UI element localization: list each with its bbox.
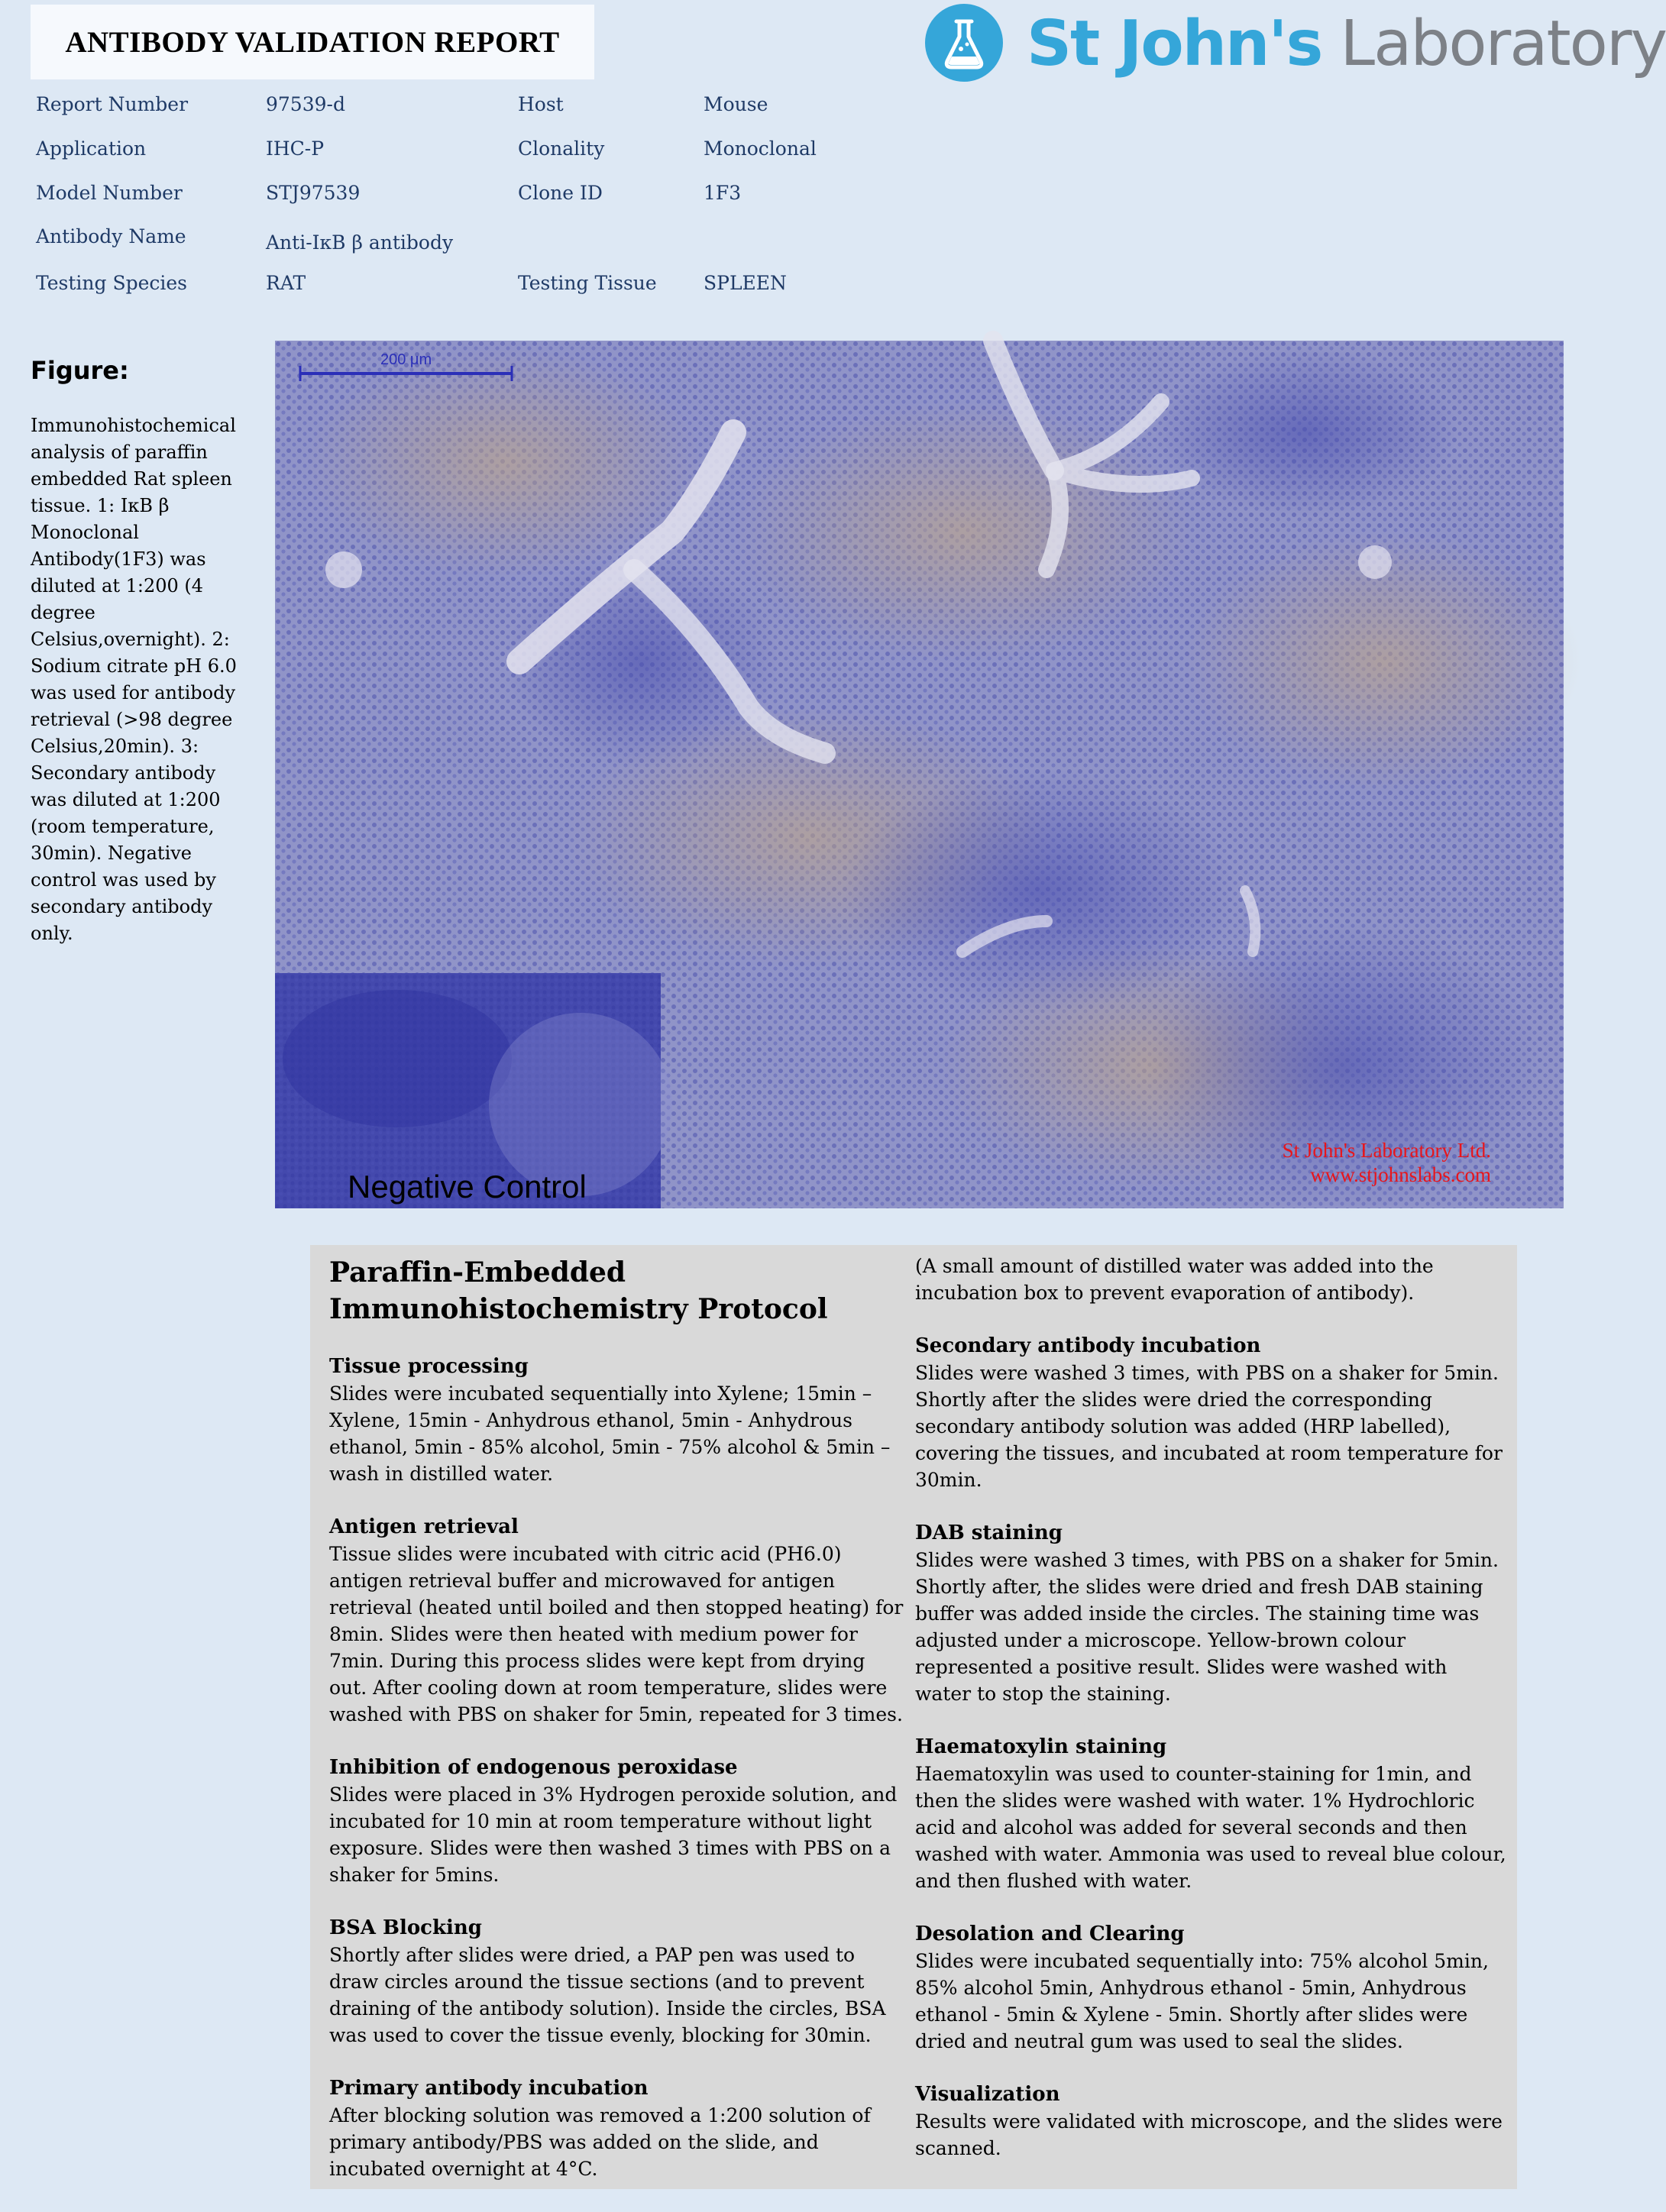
figure-caption: Immunohistochemical analysis of paraffin embedded Rat spleen tissue. 1: IκB β Monoclonal Antibody(1F3) was diluted at 1:200 (4 degree Celsius,overnight). 2: Sodium citrate pH 6.0 was used for antibody retrieval (>98 degree Celsius,20min). 3: Secondary antibody was diluted at 1:200 (room temperature, 30min). Negative control was used by secondary antibody only. <box>31 415 237 944</box>
protocol-right-column <box>915 1253 1507 2188</box>
section-body: Slides were placed in 3% Hydrogen peroxide solution, and incubated for 10 min at room temperature without light exposure. Slides were then washed 3 times with PBS on a shaker for 5mins. <box>329 1784 898 1886</box>
section-heading: Haematoxylin staining <box>915 1735 1167 1758</box>
protocol-section <box>915 1520 1507 1707</box>
application-value: IHC-P <box>266 137 325 160</box>
report-number-label: Report Number <box>36 93 189 115</box>
flask-icon <box>924 3 1008 87</box>
section-body: Slides were washed 3 times, with PBS on a shaker for 5min. Shortly after, the slides were dried and fresh DAB staining buffer was added inside the circles. The staining time was adjusted under a microscope. Yellow-brown colour represented a positive result. Slides were washed with water to stop the staining. <box>915 1549 1499 1705</box>
company-logo <box>924 3 1666 84</box>
protocol-section <box>329 1915 906 2049</box>
negative-control-label: Negative Control <box>348 1169 587 1205</box>
antibody-name-value: Anti-IκB β antibody <box>266 231 454 254</box>
section-body: Shortly after slides were dried, a PAP pen was used to draw circles around the tissue sections (and to prevent draining of the antibody solution). Inside the circles, BSA was used to cover the tissue evenly, blocking for 30min. <box>329 1944 886 2046</box>
protocol-section <box>329 2075 906 2182</box>
section-heading: Tissue processing <box>329 1355 529 1378</box>
protocol-section <box>329 1514 906 1728</box>
protocol-section <box>915 2081 1507 2162</box>
protocol-box <box>310 1245 1517 2189</box>
figure-title: Figure: <box>31 356 129 385</box>
protocol-section <box>329 1754 906 1888</box>
protocol-left-column <box>329 1254 906 2209</box>
section-body: Tissue slides were incubated with citric acid (PH6.0) antigen retrieval buffer and microwaved for antigen retrieval (heated until boiled and then stopped heating) for 8min. Slides were then heated with medium power for 7min. During this process slides were kept from drying out. After cooling down at room temperature, slides were washed with PBS on shaker for 5min, repeated for 3 times. <box>329 1543 904 1725</box>
clonality-value: Monoclonal <box>704 137 817 160</box>
section-heading: Desolation and Clearing <box>915 1923 1185 1945</box>
antibody-name-label: Antibody Name <box>36 225 186 247</box>
clone-id-value: 1F3 <box>704 182 742 204</box>
testing-tissue-label: Testing Tissue <box>518 272 657 294</box>
host-value: Mouse <box>704 93 768 115</box>
section-body: Haematoxylin was used to counter-staining for 1min, and then the slides were washed with water. 1% Hydrochloric acid and alcohol was added for several seconds and then washed with water. Ammonia was used to reveal blue colour, and then flushed with water. <box>915 1763 1506 1892</box>
watermark <box>1283 1138 1491 1187</box>
protocol-section <box>915 1921 1507 2055</box>
testing-species-label: Testing Species <box>36 272 187 294</box>
section-heading: Visualization <box>915 2083 1060 2106</box>
protocol-continuation: (A small amount of distilled water was added into the incubation box to prevent evaporation of antibody). <box>915 1255 1434 1304</box>
watermark-url: www.stjohnslabs.com <box>1310 1163 1491 1186</box>
section-body: Results were validated with microscope, and the slides were scanned. <box>915 2110 1503 2159</box>
section-heading: Secondary antibody incubation <box>915 1334 1261 1357</box>
model-number-label: Model Number <box>36 182 183 204</box>
protocol-section <box>915 1333 1507 1493</box>
microscopy-image <box>275 341 1564 1208</box>
scale-bar-label: 200 μm <box>380 351 432 368</box>
logo-wordmark: St John's Laboratory <box>1027 8 1666 80</box>
model-number-value: STJ97539 <box>266 182 361 204</box>
testing-tissue-value: SPLEEN <box>704 272 787 294</box>
host-label: Host <box>518 93 564 115</box>
report-title-box <box>31 5 594 79</box>
watermark-company: St John's Laboratory Ltd. <box>1282 1139 1491 1162</box>
clonality-label: Clonality <box>518 137 605 160</box>
testing-species-value: RAT <box>266 272 306 294</box>
report-number-value: 97539-d <box>266 93 345 115</box>
application-label: Application <box>36 137 147 160</box>
section-heading: Primary antibody incubation <box>329 2077 649 2100</box>
report-title: ANTIBODY VALIDATION REPORT <box>65 25 560 59</box>
protocol-section <box>329 1353 906 1487</box>
section-body: After blocking solution was removed a 1:200 solution of primary antibody/PBS was added on the slide, and incubated overnight at 4°C. <box>329 2104 871 2180</box>
section-heading: Inhibition of endogenous peroxidase <box>329 1756 738 1779</box>
section-body: Slides were incubated sequentially into Xylene; 15min – Xylene, 15min - Anhydrous ethanol, 5min - Anhydrous ethanol, 5min - 85% alcohol, 5min - 75% alcohol & 5min – wash in distilled water. <box>329 1382 891 1485</box>
protocol-section <box>915 1734 1507 1894</box>
section-body: Slides were incubated sequentially into: 75% alcohol 5min, 85% alcohol 5min, Anhydrous ethanol - 5min, Anhydrous ethanol - 5min & Xylene - 5min. Shortly after slides were dried and neutral gum was used to seal the slides. <box>915 1950 1489 2052</box>
section-heading: BSA Blocking <box>329 1916 482 1939</box>
clone-id-label: Clone ID <box>518 182 603 204</box>
tissue-stain-image <box>275 341 1564 1208</box>
section-body: Slides were washed 3 times, with PBS on a shaker for 5min. Shortly after the slides were dried the corresponding secondary antibody solution was added (HRP labelled), covering the tissues, and incubated at room temperature for 30min. <box>915 1362 1503 1491</box>
section-heading: DAB staining <box>915 1522 1063 1544</box>
section-heading: Antigen retrieval <box>329 1515 519 1538</box>
protocol-title: Paraffin-Embedded Immunohistochemistry Protocol <box>329 1256 828 1325</box>
